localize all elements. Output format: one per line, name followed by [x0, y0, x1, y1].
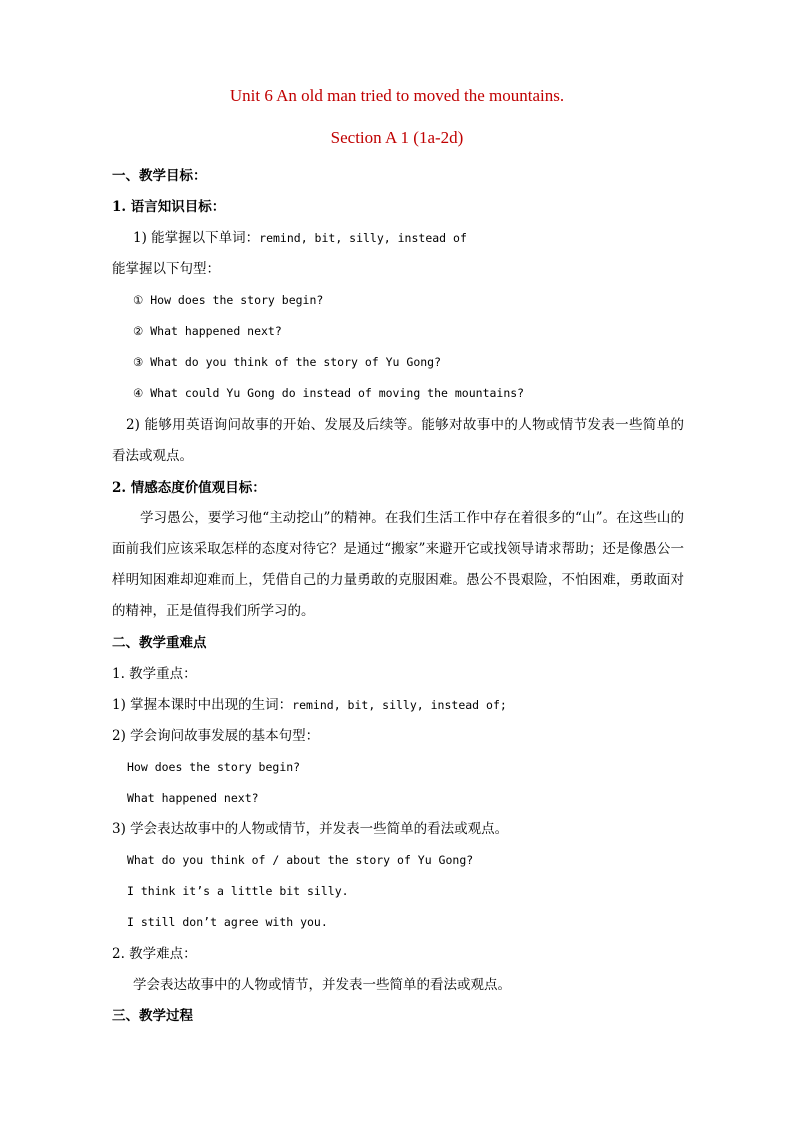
section-1-heading: 一、教学目标： [112, 168, 207, 184]
pattern-item: ② What happened next? [133, 324, 282, 338]
vocab-line [133, 228, 467, 248]
emotion-goal-heading: 2. 情感态度价值观目标： [112, 480, 266, 496]
example-sentence: How does the story begin? [127, 760, 301, 774]
example-sentence: What do you think of / about the story of Yu Gong? [127, 853, 474, 867]
vocab-prefix: 1) 能掌握以下单词： [133, 230, 260, 246]
patterns-label: 能掌握以下句型： [112, 261, 220, 277]
pattern-item: ③ What do you think of the story of Yu Gong? [133, 355, 442, 369]
key-point-1-prefix: 1) 掌握本课时中出现的生词： [112, 697, 293, 713]
document-subtitle: Section A 1 (1a-2d) [330, 128, 464, 147]
emotion-paragraph: 学习愚公，要学习他“主动挖山”的精神。在我们生活工作中存在着很多的“山”。在这些山的面前我们应该采取怎样的态度对待它？是通过“搬家”来避开它或找领导请求帮助；还是像愚公一样明知困难却迎难而上，凭借自己的力量勇敢的克服困难。愚公不畏艰险，不怕困难，勇敢面对的精神，正是值得我们所学习的。 [112, 510, 684, 619]
key-point-2: 2) 学会询问故事发展的基本句型： [112, 728, 320, 744]
document-title: Unit 6 An old man tried to moved the mountains. [229, 86, 565, 105]
key-point-1 [112, 695, 507, 715]
pattern-item: ① How does the story begin? [133, 293, 324, 307]
vocab-words: remind, bit, silly, instead of [259, 231, 467, 245]
example-sentence: I think it’s a little bit silly. [127, 884, 349, 898]
section-3-heading: 三、教学过程 [112, 1008, 193, 1024]
ability-point-2: 2) 能够用英语询问故事的开始、发展及后续等。能够对故事中的人物或情节发表一些简单的看法或观点。 [112, 417, 684, 464]
difficulty-heading: 2. 教学难点： [112, 946, 197, 962]
key-point-1-words: remind, bit, silly, instead of; [292, 698, 507, 712]
example-sentence: I still don’t agree with you. [127, 915, 328, 929]
pattern-item: ④ What could Yu Gong do instead of moving the mountains? [133, 386, 525, 400]
language-goal-heading: 1. 语言知识目标： [112, 199, 226, 215]
key-point-3: 3) 学会表达故事中的人物或情节，并发表一些简单的看法或观点。 [112, 821, 509, 837]
section-2-heading: 二、教学重难点 [112, 635, 207, 651]
key-points-heading: 1. 教学重点： [112, 666, 197, 682]
difficulty-text: 学会表达故事中的人物或情节，并发表一些简单的看法或观点。 [133, 977, 511, 993]
example-sentence: What happened next? [127, 791, 259, 805]
